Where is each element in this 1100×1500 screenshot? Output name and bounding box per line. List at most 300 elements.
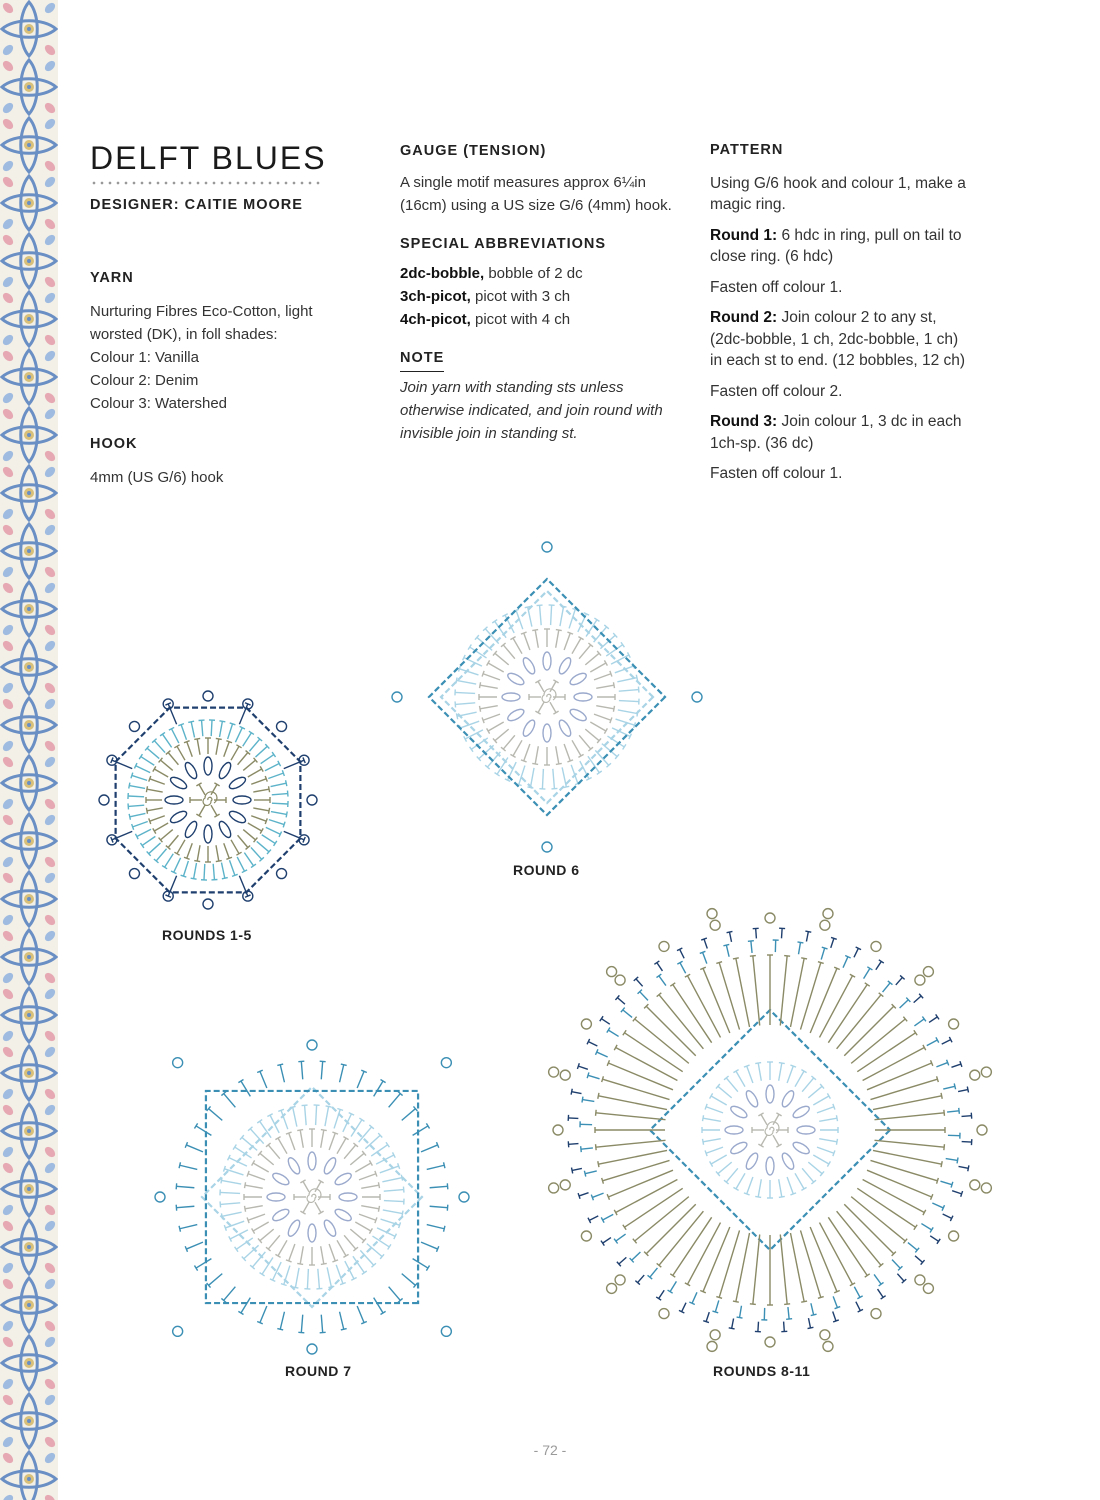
tr-stitch — [719, 963, 739, 1030]
bobble-stitch — [506, 707, 526, 723]
dc-stitch-top — [378, 1182, 379, 1188]
dc-stitch-top — [748, 941, 754, 942]
dc-stitch-top — [779, 1063, 785, 1064]
dc-stitch — [221, 863, 224, 879]
sc-stitch — [730, 932, 732, 942]
dc-stitch — [289, 1133, 295, 1150]
dc-stitch — [228, 724, 233, 739]
dc-stitch-top — [482, 717, 484, 723]
hdc-stitch — [761, 1114, 767, 1124]
picot-symbol — [307, 1344, 317, 1354]
gauge-line: (16cm) using a US size G/6 (4mm) hook. — [400, 197, 672, 214]
tr-stitch — [624, 1033, 682, 1072]
dc-stitch — [802, 1168, 814, 1182]
dc-stitch — [524, 633, 530, 650]
column-pattern — [710, 140, 1000, 494]
hdc-stitch — [550, 681, 556, 691]
dc-stitch — [168, 753, 178, 765]
hook-heading: HOOK — [90, 436, 138, 452]
dc-stitch — [706, 1107, 723, 1113]
hdc-stitch — [199, 805, 205, 815]
abbreviation-item — [400, 285, 685, 308]
dc-stitch — [183, 861, 188, 876]
dc-stitch-top — [283, 822, 285, 828]
dc-stitch — [301, 1315, 302, 1333]
dc-stitch — [344, 1235, 356, 1249]
dc-stitch — [572, 638, 581, 654]
dc-stitch — [273, 1262, 282, 1280]
dc-stitch — [141, 757, 154, 766]
dc-stitch-top — [613, 706, 614, 712]
sc-stitch-top — [960, 1061, 962, 1067]
dc-stitch-top — [703, 1139, 704, 1145]
dc-stitch — [460, 721, 479, 728]
dc-stitch — [892, 1260, 900, 1269]
sc-stitch-top — [727, 931, 733, 932]
dc-stitch-top — [833, 1150, 835, 1156]
hdc-stitch — [303, 1202, 309, 1212]
bobble-stitch — [267, 1193, 285, 1201]
sc-stitch-top — [833, 1320, 839, 1322]
dc-stitch — [588, 1075, 599, 1078]
dc-stitch — [457, 680, 477, 684]
dc-stitch — [187, 843, 192, 858]
dc-stitch — [180, 1225, 198, 1229]
tr-stitch — [857, 1188, 915, 1227]
abbreviation-definition: picot with 4 ch — [470, 311, 571, 328]
gauge-line: A single motif measures approx 6¼in — [400, 174, 646, 191]
sc-stitch — [706, 1312, 709, 1321]
dc-stitch — [238, 753, 248, 765]
sc-stitch — [588, 1042, 597, 1046]
tr-stitch — [867, 1170, 932, 1197]
dc-stitch-top — [184, 857, 190, 859]
dc-stitch — [165, 854, 174, 867]
tr-stitch-top — [941, 1161, 942, 1167]
dc-stitch — [248, 823, 262, 831]
dc-stitch-top — [340, 1283, 346, 1285]
picot-symbol — [710, 920, 720, 930]
tr-stitch-top — [818, 962, 824, 964]
dc-stitch — [316, 1105, 317, 1125]
dc-stitch — [176, 1186, 194, 1187]
dc-stitch — [751, 941, 752, 953]
bobble-stitch — [744, 1089, 760, 1109]
dc-stitch-top — [705, 1104, 707, 1110]
dc-stitch — [843, 957, 848, 968]
tr-stitch — [790, 958, 804, 1027]
dc-stitch — [562, 767, 566, 787]
note-line: Join yarn with standing sts unless — [400, 379, 624, 396]
hdc-stitch — [761, 1135, 767, 1145]
sc-stitch — [808, 1318, 810, 1328]
dc-stitch — [216, 739, 219, 755]
bobble-stitch — [286, 1218, 302, 1238]
dc-stitch — [268, 1145, 280, 1159]
dc-stitch-top — [269, 786, 270, 792]
picot-symbol — [707, 909, 717, 919]
fasten-off-1: Fasten off colour 1. — [710, 278, 843, 296]
dc-stitch — [350, 1229, 364, 1241]
dc-stitch — [340, 1312, 344, 1330]
sc-stitch-top — [961, 1191, 963, 1197]
dc-stitch — [220, 721, 223, 737]
dc-stitch — [940, 1181, 951, 1184]
abbreviation-term: 2dc-bobble, — [400, 265, 485, 282]
dc-stitch-top — [184, 741, 190, 743]
dc-stitch-top — [282, 770, 284, 776]
dc-stitch — [268, 1235, 280, 1249]
dc-stitch — [161, 830, 173, 840]
dc-stitch — [244, 1245, 259, 1258]
bobble-stitch — [339, 1193, 357, 1201]
note-heading-text: NOTE — [400, 347, 444, 372]
dc-stitch — [220, 1192, 240, 1193]
sc-stitch — [782, 928, 783, 938]
bobble-stitch — [165, 796, 183, 804]
sc-stitch — [942, 1040, 951, 1044]
dc-stitch — [257, 841, 269, 851]
bobble-stitch — [271, 1207, 291, 1223]
sc-stitch — [856, 1302, 860, 1311]
dc-stitch — [864, 968, 870, 978]
bobble-stitch — [543, 724, 551, 742]
dc-stitch — [337, 1138, 346, 1154]
tr-stitch — [719, 1230, 739, 1297]
dc-stitch — [149, 843, 161, 854]
dc-stitch-top — [836, 1115, 837, 1121]
dc-stitch-top — [712, 1311, 718, 1313]
dc-stitch — [224, 843, 229, 858]
dc-stitch — [908, 1243, 917, 1251]
sc-stitch — [952, 1191, 961, 1194]
dc-stitch — [174, 858, 181, 872]
dc-stitch — [413, 1126, 428, 1135]
tr-stitch — [673, 984, 712, 1042]
yarn-colour-1: Colour 1: Vanilla — [90, 349, 199, 366]
dc-stitch — [581, 1148, 593, 1149]
dc-stitch-top — [297, 1263, 303, 1264]
bobble-stitch — [204, 757, 212, 775]
abbreviation-item — [400, 308, 685, 331]
picot-symbol — [560, 1070, 570, 1080]
dc-stitch-top — [297, 1130, 303, 1131]
dc-stitch — [608, 1030, 618, 1036]
sc-stitch-top — [577, 1063, 579, 1069]
dc-stitch — [427, 1225, 445, 1229]
yarn-colour-3: Colour 3: Watershed — [90, 395, 228, 412]
dc-stitch — [216, 845, 219, 861]
dc-stitch — [551, 605, 552, 625]
dc-stitch — [819, 1118, 837, 1121]
dc-stitch — [726, 1168, 738, 1182]
dc-stitch — [914, 1019, 924, 1026]
tr-stitch — [736, 958, 750, 1027]
dc-stitch — [556, 630, 559, 648]
dc-stitch — [572, 740, 581, 756]
dc-stitch — [659, 976, 666, 986]
dc-stitch — [241, 1081, 250, 1096]
dc-stitch — [295, 1268, 299, 1288]
dc-stitch — [579, 645, 591, 659]
pattern-round-2 — [710, 307, 1000, 372]
dc-stitch — [321, 1061, 322, 1079]
sc-stitch — [578, 1066, 587, 1069]
dc-stitch-top — [178, 724, 184, 726]
dc-stitch — [597, 1052, 608, 1057]
decorative-tile-border — [0, 0, 58, 1500]
bobble-stitch — [506, 671, 526, 687]
dc-stitch — [361, 1185, 379, 1188]
round-text: close ring. (6 hdc) — [710, 248, 834, 265]
round-text: 1ch-sp. (36 dc) — [710, 434, 814, 452]
dc-stitch — [243, 760, 255, 770]
dc-stitch-top — [532, 630, 538, 631]
tr-stitch-top — [602, 1076, 604, 1082]
dc-stitch — [361, 1206, 379, 1209]
dc-stitch — [132, 775, 147, 780]
bobble-stitch — [271, 1171, 291, 1187]
dc-stitch — [795, 1173, 804, 1189]
abbreviation-definition: picot with 3 ch — [470, 288, 571, 305]
dc-stitch-top — [482, 671, 484, 677]
dc-stitch — [817, 1107, 834, 1113]
dc-stitch-top — [399, 1222, 401, 1228]
dc-stitch — [191, 722, 194, 738]
dc-stitch — [142, 836, 155, 845]
dc-stitch — [260, 1153, 274, 1165]
dc-stitch — [477, 637, 492, 650]
dc-stitch-top — [375, 1171, 377, 1177]
pattern-intro-line: magic ring. — [710, 196, 786, 213]
dc-stitch — [177, 746, 185, 760]
dc-stitch — [564, 744, 570, 761]
dc-stitch-top — [957, 1157, 958, 1163]
yarn-colour-2: Colour 2: Denim — [90, 372, 199, 389]
dc-stitch — [248, 1214, 265, 1220]
dc-stitch-top — [129, 814, 130, 820]
dc-stitch — [779, 1063, 782, 1081]
dc-stitch — [150, 816, 165, 821]
dc-stitch — [595, 750, 608, 765]
dc-stitch-top — [277, 1329, 283, 1330]
dc-stitch — [564, 633, 570, 650]
bobble-stitch — [729, 1104, 749, 1120]
dc-stitch — [202, 720, 203, 736]
dc-stitch-top — [723, 944, 729, 945]
round-text: 6 hdc in ring, pull on tail to — [777, 226, 962, 244]
dc-stitch — [383, 1210, 403, 1214]
bobble-stitch — [322, 1218, 338, 1238]
bobble-stitch — [780, 1089, 796, 1109]
tr-stitch-top — [937, 1178, 939, 1184]
sc-stitch-top — [968, 1165, 969, 1171]
tr-stitch-top — [784, 956, 790, 957]
tr-stitch — [624, 1188, 682, 1227]
dc-stitch — [176, 1206, 194, 1207]
picot-symbol — [542, 542, 552, 552]
dc-stitch — [154, 823, 168, 831]
dc-stitch — [430, 1206, 448, 1207]
picot-symbol — [560, 1180, 570, 1190]
dc-stitch — [519, 766, 525, 785]
tr-stitch — [673, 1217, 712, 1275]
dc-stitch — [147, 789, 163, 792]
dc-stitch — [230, 1230, 248, 1239]
dc-stitch — [535, 746, 538, 764]
sc-stitch — [958, 1090, 968, 1092]
tr-stitch-top — [733, 958, 739, 959]
dc-stitch — [307, 1269, 308, 1289]
bobble-stitch — [744, 1151, 760, 1171]
sc-stitch-top — [701, 938, 707, 940]
hdc-stitch — [199, 784, 205, 794]
dc-stitch — [251, 779, 266, 784]
sc-stitch-top — [967, 1087, 968, 1093]
dc-stitch-top — [567, 760, 573, 762]
dc-stitch — [787, 1066, 793, 1083]
sc-stitch — [756, 929, 757, 939]
dc-stitch — [357, 1071, 364, 1088]
dc-stitch-top — [480, 682, 481, 688]
dc-stitch — [222, 1212, 242, 1216]
hook-section — [90, 433, 350, 489]
dc-stitch — [163, 734, 172, 747]
dc-stitch — [196, 1259, 211, 1268]
tr-stitch-top — [598, 1093, 599, 1099]
dc-stitch — [542, 769, 543, 789]
diagram-rounds-8-11 — [540, 900, 1000, 1360]
tr-stitch — [703, 1227, 730, 1292]
dc-stitch-top — [219, 721, 225, 722]
picot-symbol — [871, 941, 881, 951]
dc-stitch-top — [833, 1104, 835, 1110]
pattern-intro-line: Using G/6 hook and colour 1, make a — [710, 174, 966, 192]
dc-stitch — [321, 1130, 324, 1148]
dc-stitch — [271, 783, 287, 786]
dc-stitch — [817, 1147, 834, 1153]
dc-stitch — [245, 1206, 263, 1209]
tr-stitch-top — [602, 1178, 604, 1184]
tr-stitch — [616, 1179, 678, 1212]
dc-stitch-top — [480, 706, 481, 712]
abbreviation-term: 4ch-picot, — [400, 311, 471, 328]
dc-stitch — [779, 1179, 782, 1197]
dc-stitch — [590, 722, 606, 731]
tr-stitch — [870, 1160, 937, 1180]
picot-symbol — [710, 1330, 720, 1340]
sc-stitch-top — [703, 1321, 709, 1323]
dc-stitch — [590, 663, 606, 672]
dc-stitch — [359, 1214, 376, 1220]
dc-stitch — [272, 794, 288, 795]
dc-stitch-top — [705, 1150, 707, 1156]
dc-stitch-top — [277, 1064, 283, 1065]
dc-stitch — [278, 1240, 287, 1256]
dc-stitch-top — [321, 1263, 327, 1264]
dc-stitch — [213, 864, 214, 880]
dc-stitch-top — [245, 1182, 246, 1188]
sc-stitch — [636, 979, 643, 986]
bobble-stitch — [333, 1207, 353, 1223]
bobble-stitch — [169, 809, 189, 825]
round-text: (2dc-bobble, 1 ch, 2dc-bobble, 1 ch) — [710, 330, 959, 348]
dc-stitch — [300, 1246, 303, 1264]
picot-symbol — [820, 920, 830, 930]
tr-stitch — [596, 1140, 666, 1147]
dc-stitch — [133, 822, 148, 827]
round-text: Join colour 1, 3 dc in each — [777, 413, 962, 430]
sc-stitch — [617, 998, 625, 1005]
dc-stitch — [243, 733, 252, 746]
dc-stitch — [455, 703, 475, 705]
dc-stitch-top — [703, 1115, 704, 1121]
tr-stitch-top — [733, 1301, 739, 1302]
picot-symbol — [915, 1275, 925, 1285]
bobble-stitch — [217, 820, 233, 840]
sc-stitch — [758, 1322, 759, 1332]
dc-stitch — [947, 1111, 959, 1112]
tr-stitch-top — [716, 962, 722, 964]
dc-stitch — [280, 1065, 284, 1083]
bobble-stitch — [568, 707, 588, 723]
picot-symbol — [129, 721, 139, 731]
sc-stitch — [579, 1193, 588, 1196]
sc-stitch — [915, 1256, 923, 1263]
dc-stitch — [355, 1222, 371, 1231]
dc-stitch — [389, 1094, 401, 1108]
bobble-stitch — [308, 1224, 316, 1242]
caption-round-7: ROUND 7 — [285, 1363, 352, 1379]
picot-symbol — [549, 1183, 559, 1193]
bobble-stitch — [169, 775, 189, 791]
diagram-round-7 — [150, 1035, 475, 1360]
tr-stitch — [819, 1223, 852, 1285]
dc-stitch — [715, 1300, 718, 1311]
dc-stitch-top — [281, 1284, 287, 1286]
bobble-stitch — [228, 775, 248, 791]
sc-stitch — [959, 1166, 969, 1168]
dc-stitch-top — [179, 1162, 180, 1168]
dc-stitch — [495, 653, 509, 665]
dc-stitch — [650, 1268, 658, 1277]
sc-stitch — [806, 932, 808, 942]
dc-stitch — [253, 1163, 269, 1172]
dc-stitch — [813, 1155, 829, 1164]
dc-stitch — [329, 1133, 335, 1150]
dc-stitch — [321, 1246, 324, 1264]
dc-stitch — [245, 1185, 263, 1188]
dc-stitch — [238, 835, 248, 847]
dc-stitch-top — [836, 1139, 837, 1145]
sc-stitch — [619, 1257, 626, 1264]
dc-stitch-top — [337, 1109, 343, 1111]
bobble-stitch — [568, 671, 588, 687]
hdc-stitch — [315, 1181, 321, 1191]
dc-stitch — [808, 1086, 822, 1098]
dc-stitch — [503, 735, 515, 749]
dc-stitch-top — [790, 1193, 796, 1195]
picot-symbol — [707, 1341, 717, 1351]
dc-stitch-top — [265, 818, 267, 824]
tr-stitch — [863, 1179, 925, 1212]
dc-stitch — [340, 1065, 344, 1083]
dc-stitch — [253, 789, 269, 792]
sc-stitch-top — [578, 1193, 580, 1199]
column-gauge — [400, 140, 685, 445]
dc-stitch-top — [444, 1162, 445, 1168]
dc-stitch — [524, 744, 530, 761]
